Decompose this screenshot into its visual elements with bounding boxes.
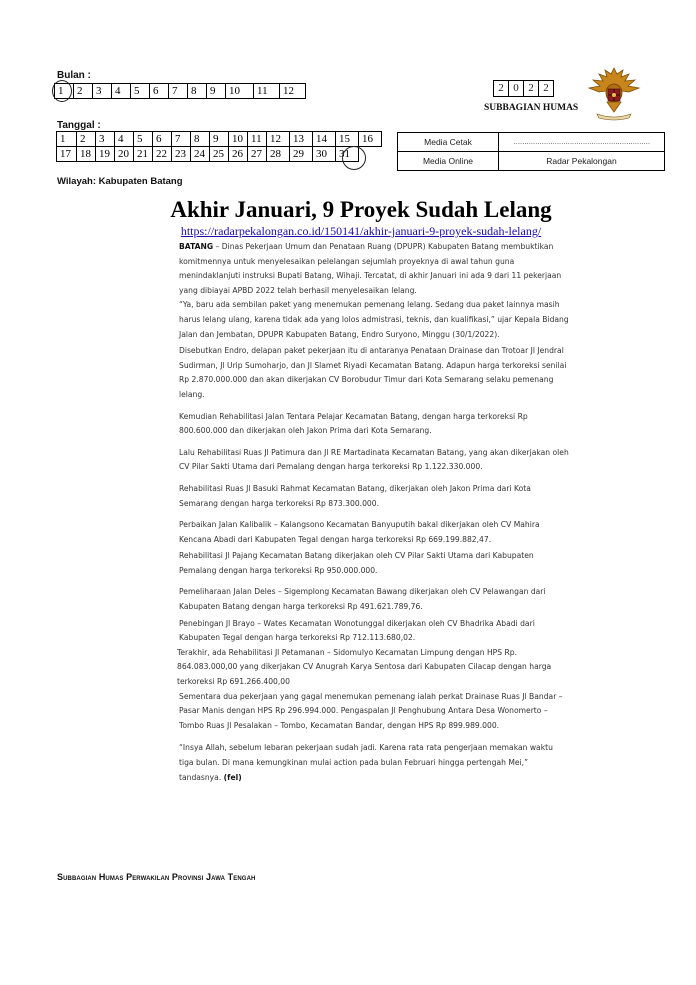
article-paragraph: Pemeliharaan Jalan Deles – Sigemplong Kecamatan Bawang dikerjakan oleh CV Pelawangan dari Kabupaten Batang dengan harga terkoreksi Rp 491.621.789,76. bbox=[179, 587, 546, 612]
day-cell: 16 bbox=[359, 132, 382, 147]
dateline: BATANG bbox=[179, 242, 214, 251]
day-cell: 6 bbox=[153, 132, 172, 147]
day-cell: 24 bbox=[191, 147, 210, 162]
day-cell: 15 bbox=[336, 132, 359, 147]
day-cell: 10 bbox=[229, 132, 248, 147]
month-cell: 10 bbox=[226, 84, 254, 99]
day-cell: 4 bbox=[115, 132, 134, 147]
day-cell: 7 bbox=[172, 132, 191, 147]
media-online-value: Radar Pekalongan bbox=[499, 152, 665, 171]
day-cell: 23 bbox=[172, 147, 191, 162]
day-cell: 18 bbox=[77, 147, 96, 162]
article-paragraph: Sementara dua pekerjaan yang gagal menemukan pemenang ialah perkat Drainase Ruas Jl Bandar – Pasar Manis dengan HPS Rp 296.994.000. Pengaspalan Jl Penghubung Antara Desa Wonomerto – Tombo Ruas Jl Pesalakan – Tombo, Kecamatan Bandar, dengan HPS Rp 899.989.000. bbox=[179, 691, 563, 730]
day-cell: 30 bbox=[313, 147, 336, 162]
unit-label: SUBBAGIAN HUMAS bbox=[484, 103, 579, 113]
article-paragraph: Disebutkan Endro, delapan paket pekerjaan itu di antaranya Penataan Drainase dan Trotoar Jl Jendral Sudirman, Jl Urip Sumoharjo, dan Jl Slamet Riyadi Kecamatan Batang. Adapun harga terkoreksi senilai Rp 2.870.000.000 dan akan dikerjakan CV Borobudur Timur dari Kota Semarang selaku pemenang lelang. bbox=[179, 346, 567, 399]
month-cell: 8 bbox=[188, 84, 207, 99]
article-paragraph: Rehabilitasi Ruas Jl Basuki Rahmat Kecamatan Batang, dikerjakan oleh Jakon Prima dari Kota Semarang dengan harga terkoreksi Rp 873.300.000. bbox=[179, 483, 531, 508]
tanggal-label: Tanggal : bbox=[57, 120, 101, 131]
media-cetak-label: Media Cetak bbox=[398, 133, 499, 152]
day-cell: 31 bbox=[336, 147, 359, 162]
year-box bbox=[494, 80, 554, 97]
day-cell: 19 bbox=[96, 147, 115, 162]
month-cell: 3 bbox=[93, 84, 112, 99]
paragraph-text: – Dinas Pekerjaan Umum dan Penataan Ruang (DPUPR) Kabupaten Batang membuktikan komitmennya untuk menyelesaikan pelelangan sejumlah proyeknya di awal tahun guna menindaklanjuti instruksi Bupati Batang, Wihaji. Tercatat, di akhir Januari ini ada 9 dari 11 pekerjaan yang dibiayai APBD 2022 telah berhasil menyelesaikan lelang. bbox=[179, 242, 562, 295]
day-cell: 20 bbox=[115, 147, 134, 162]
garuda-emblem-icon bbox=[583, 66, 645, 122]
day-cell: 26 bbox=[229, 147, 248, 162]
media-online-label: Media Online bbox=[398, 152, 499, 171]
month-cell: 5 bbox=[131, 84, 150, 99]
month-cell: 2 bbox=[74, 84, 93, 99]
year-digit: 2 bbox=[493, 80, 509, 97]
month-cell: 12 bbox=[280, 84, 306, 99]
day-cell: 25 bbox=[210, 147, 229, 162]
signoff: (fel) bbox=[223, 772, 242, 782]
day-cell: 29 bbox=[290, 147, 313, 162]
day-cell: 11 bbox=[248, 132, 267, 147]
month-row bbox=[55, 84, 306, 99]
month-grid bbox=[54, 83, 306, 99]
article-paragraph: Kemudian Rehabilitasi Jalan Tentara Pelajar Kecamatan Batang, dengan harga terkoreksi Rp 800.600.000 dan dikerjakan oleh Jakon Prima dari Kota Semarang. bbox=[179, 411, 528, 436]
article-paragraph: Lalu Rehabilitasi Ruas Jl Patimura dan Jl RE Martadinata Kecamatan Batang, yang akan dikerjakan oleh CV Pilar Sakti Utama dari Pemalang dengan harga terkoreksi Rp 1.122.330.000. bbox=[179, 447, 569, 472]
day-cell: 27 bbox=[248, 147, 267, 162]
day-cell: 3 bbox=[96, 132, 115, 147]
media-row bbox=[398, 133, 665, 152]
month-cell: 1 bbox=[55, 84, 74, 99]
month-cell: 11 bbox=[254, 84, 280, 99]
article-paragraph: Terakhir, ada Rehabilitasi Jl Petamanan – Sidomulyo Kecamatan Limpung dengan HPS Rp. 864.083.000,00 yang dikerjakan CV Anugrah Karya Sentosa dari Kabupaten Cilacap dengan harga terkoreksi Rp 691.266.400,00 bbox=[177, 647, 552, 687]
day-grid bbox=[56, 131, 382, 162]
day-cell: 21 bbox=[134, 147, 153, 162]
day-cell: 9 bbox=[210, 132, 229, 147]
day-row bbox=[57, 147, 382, 162]
day-row bbox=[57, 132, 382, 147]
paragraph-text: “Insya Allah, sebelum lebaran pekerjaan sudah jadi. Karena rata rata pengerjaan memakan waktu tiga bulan. Di mana kemungkinan mulai action pada bulan Februari hingga pertengah Mei,” tandasnya. bbox=[179, 743, 553, 782]
day-cell: 1 bbox=[57, 132, 77, 147]
day-selection-circle bbox=[342, 146, 366, 170]
month-cell: 9 bbox=[207, 84, 226, 99]
month-cell: 6 bbox=[150, 84, 169, 99]
article-paragraph: Perbaikan Jalan Kalibalik – Kalangsono Kecamatan Banyuputih bakal dikerjakan oleh CV Mahira Kencana Abadi dari Kabupaten Tegal dengan harga terkoreksi Rp 669.199.882,47. bbox=[179, 520, 540, 544]
day-cell: 17 bbox=[57, 147, 77, 162]
bulan-label: Bulan : bbox=[57, 70, 91, 81]
year-digit: 2 bbox=[538, 80, 554, 97]
footer-text: Subbagian Humas Perwakilan Provinsi Jawa Tengah bbox=[57, 872, 256, 882]
day-cell: 28 bbox=[267, 147, 290, 162]
day-cell: 22 bbox=[153, 147, 172, 162]
day-cell: 8 bbox=[191, 132, 210, 147]
article-paragraph bbox=[179, 741, 569, 785]
article-title: Akhir Januari, 9 Proyek Sudah Lelang bbox=[170, 197, 552, 222]
month-cell: 7 bbox=[169, 84, 188, 99]
media-table bbox=[397, 132, 665, 171]
month-cell: 4 bbox=[112, 84, 131, 99]
month-selection-circle bbox=[52, 80, 72, 102]
article-paragraph: Rehabilitasi Jl Pajang Kecamatan Batang dikerjakan oleh CV Pilar Sakti Utama dari Kabupaten Pemalang dengan harga terkoreksi Rp 950.000.000. bbox=[179, 551, 534, 575]
media-cetak-value: ……………………………………………………… bbox=[499, 133, 665, 152]
year-digit: 0 bbox=[508, 80, 524, 97]
media-row bbox=[398, 152, 665, 171]
article-link[interactable]: https://radarpekalongan.co.id/150141/akhir-januari-9-proyek-sudah-lelang/ bbox=[180, 224, 542, 238]
article-body bbox=[179, 240, 569, 785]
day-cell: 14 bbox=[313, 132, 336, 147]
wilayah-label: Wilayah: Kabupaten Batang bbox=[57, 176, 183, 187]
day-cell: 2 bbox=[77, 132, 96, 147]
day-cell: 12 bbox=[267, 132, 290, 147]
article-paragraph: Penebingan Jl Brayo – Wates Kecamatan Wonotunggal dikerjakan oleh CV Bhadrika Abadi dari Kabupaten Tegal dengan harga terkoreksi Rp 712.113.680,02. bbox=[179, 618, 535, 643]
day-cell: 5 bbox=[134, 132, 153, 147]
year-digit: 2 bbox=[523, 80, 539, 97]
day-cell: 13 bbox=[290, 132, 313, 147]
article-paragraph bbox=[179, 240, 569, 298]
article-paragraph: “Ya, baru ada sembilan paket yang menemukan pemenang lelang. Sedang dua paket lainnya masih harus lelang ulang, karena tidak ada yang lolos admistrasi, teknis, dan kualifikasi,” ujar Kepala Bidang Jalan dan Jembatan, DPUPR Kabupaten Batang, Endro Suryono, Minggu (30/1/2022). bbox=[179, 300, 569, 339]
